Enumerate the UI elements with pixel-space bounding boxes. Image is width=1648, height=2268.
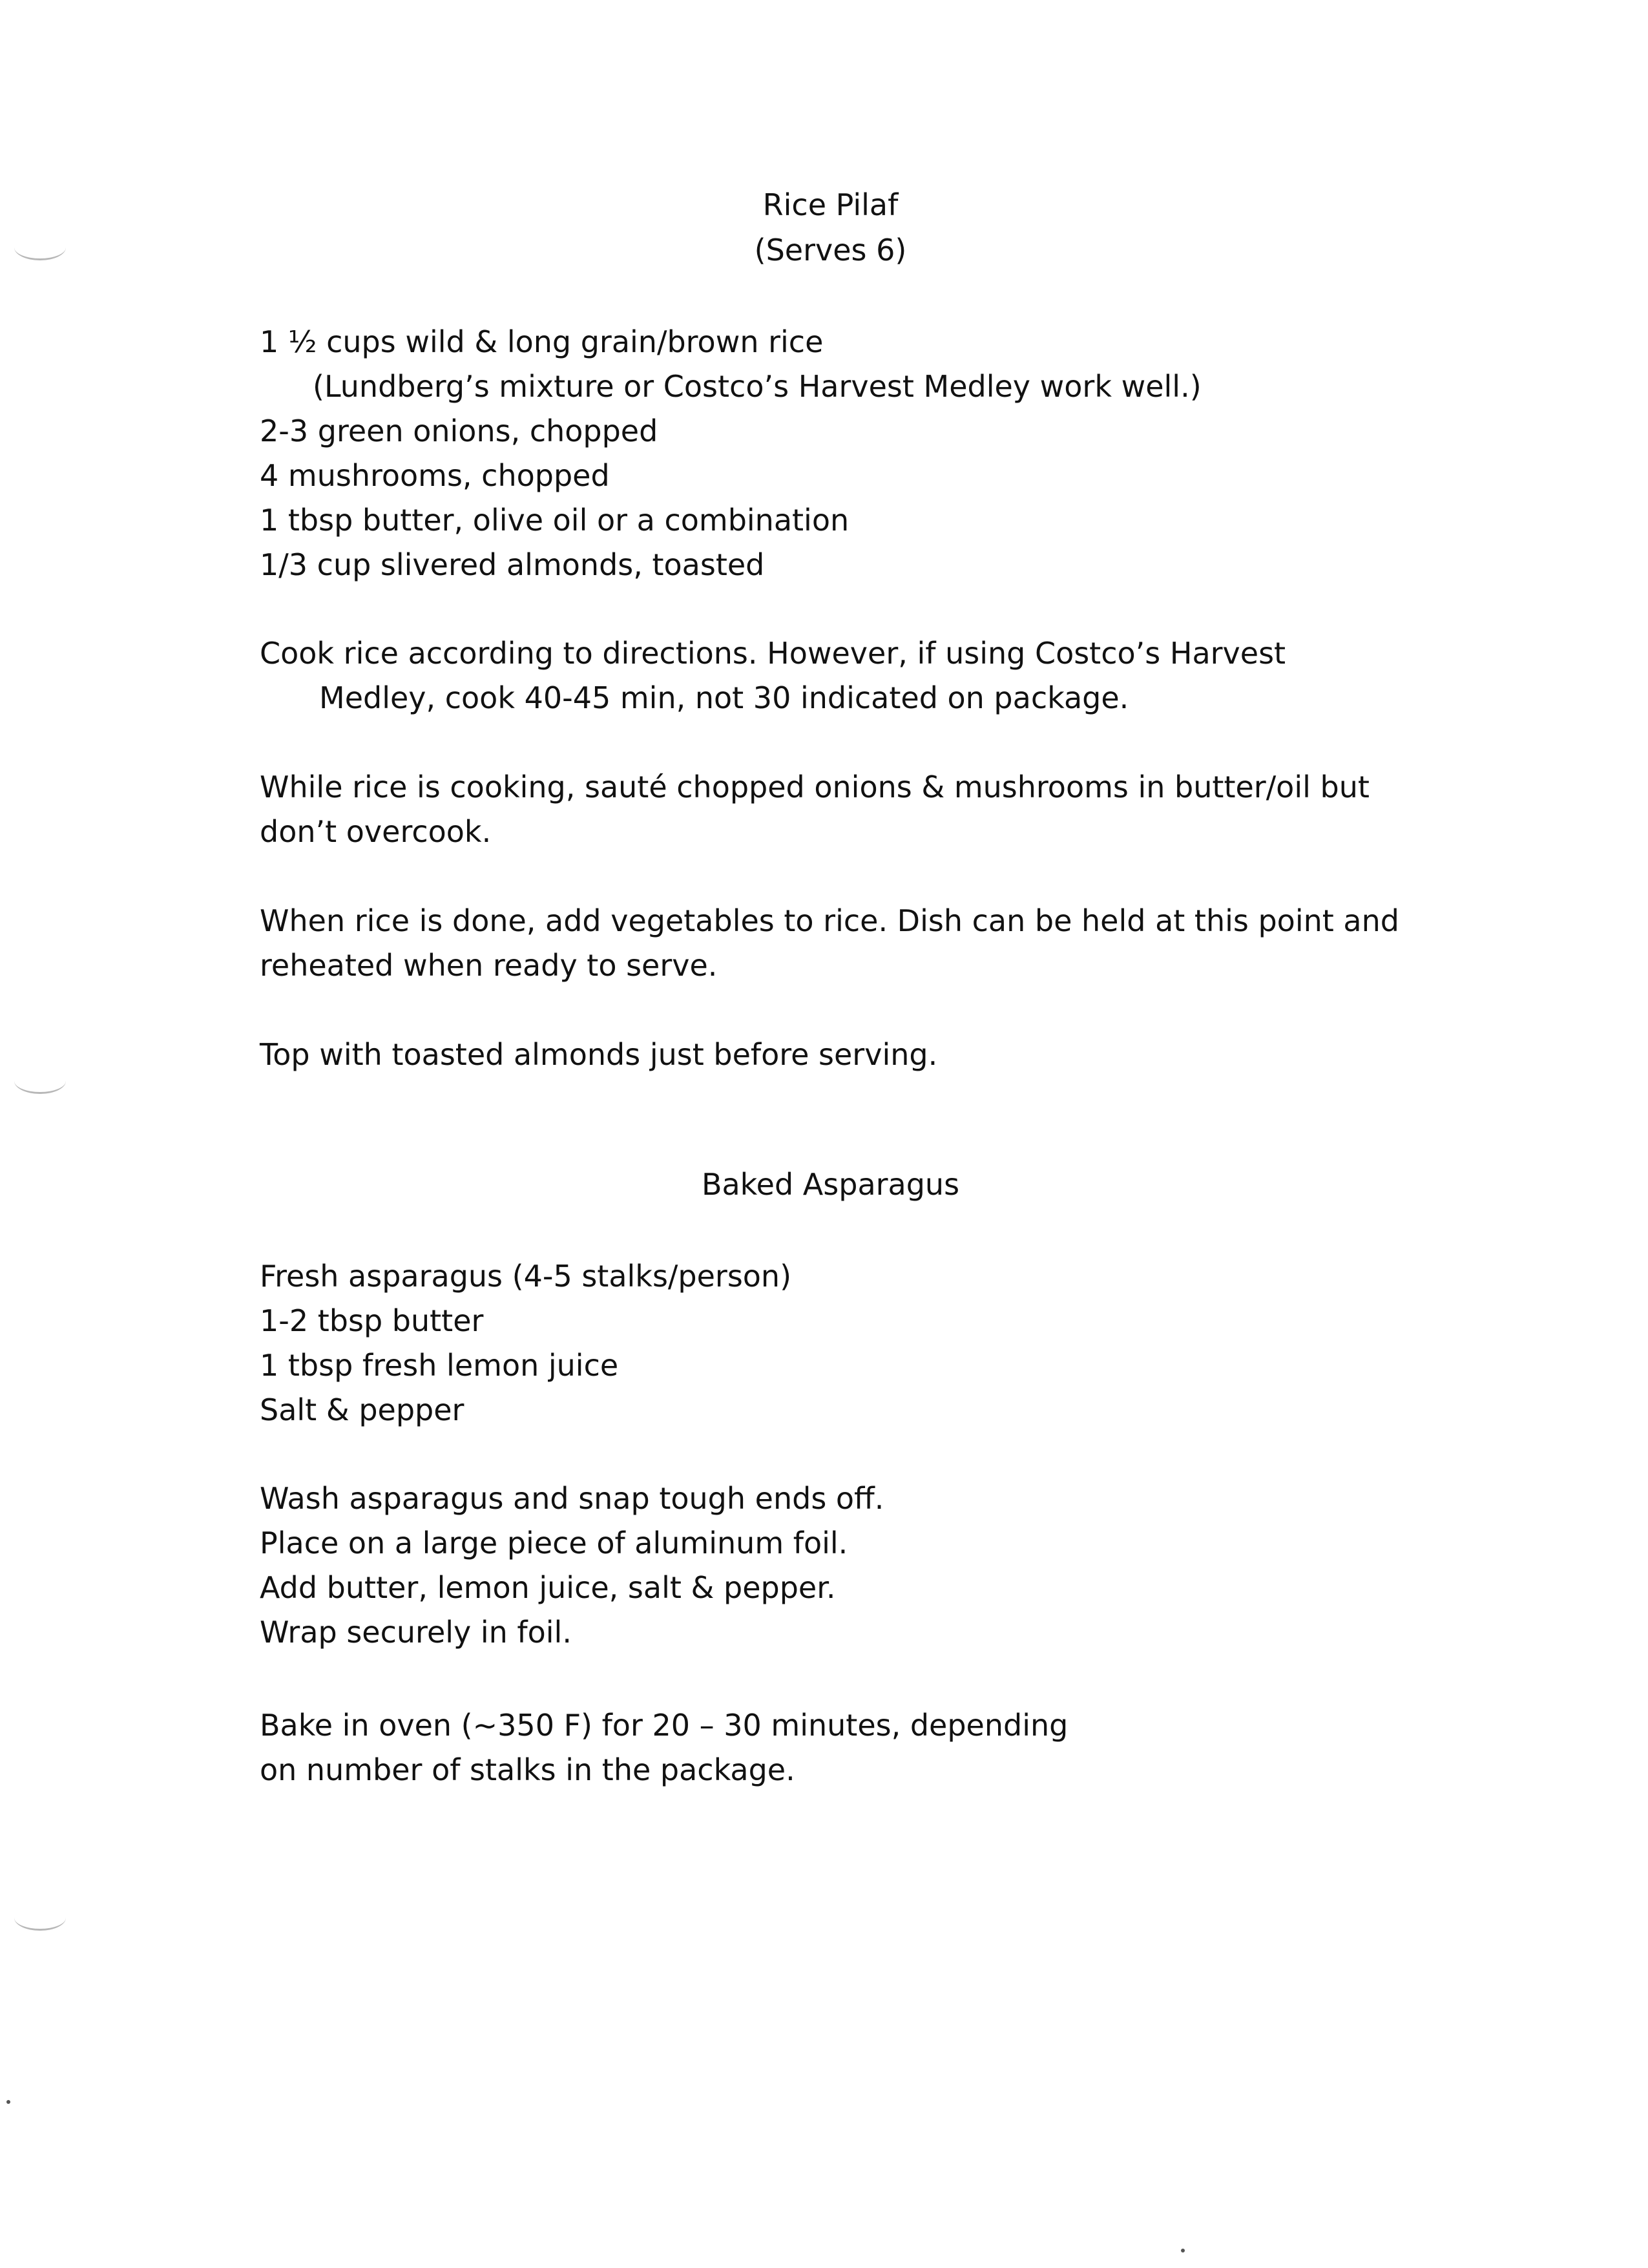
- instruction-line: When rice is done, add vegetables to rice. Dish can be held at this point and: [260, 903, 1399, 938]
- instruction-line: Medley, cook 40-45 min, not 30 indicated on package.: [319, 680, 1129, 715]
- instruction-line: Add butter, lemon juice, salt & pepper.: [260, 1570, 836, 1605]
- recipe-title: Rice Pilaf: [762, 187, 899, 222]
- instruction-paragraph: [260, 1703, 1487, 1792]
- instruction-paragraph: [260, 1033, 1487, 1077]
- instruction-line: Place on a large piece of aluminum foil.: [260, 1526, 848, 1560]
- ingredient-list: [260, 1254, 1487, 1433]
- ingredient-note: (Lundberg’s mixture or Costco’s Harvest Medley work well.): [313, 369, 1202, 404]
- instruction-paragraph: [260, 631, 1487, 720]
- instruction-line: Bake in oven (~350 F) for 20 – 30 minutes, depending: [260, 1708, 1069, 1743]
- instruction-line: on number of stalks in the package.: [260, 1752, 795, 1787]
- ingredient-item: 1 ½ cups wild & long grain/brown rice: [260, 324, 824, 359]
- ingredient-item: Fresh asparagus (4-5 stalks/person): [260, 1259, 792, 1294]
- instruction-paragraph: [260, 765, 1487, 854]
- instruction-paragraph: [260, 899, 1487, 988]
- instruction-line: reheated when ready to serve.: [260, 948, 718, 983]
- ingredient-item: 4 mushrooms, chopped: [260, 458, 610, 493]
- instruction-line: Top with toasted almonds just before serving.: [260, 1037, 938, 1072]
- instruction-line: Wrap securely in foil.: [260, 1615, 572, 1650]
- recipe-servings: (Serves 6): [754, 233, 907, 268]
- instruction-line: Cook rice according to directions. However, if using Costco’s Harvest: [260, 636, 1286, 671]
- instruction-line: While rice is cooking, sauté chopped onions & mushrooms in butter/oil but: [260, 770, 1370, 804]
- instruction-paragraph: [260, 1476, 1487, 1655]
- instruction-line: don’t overcook.: [260, 814, 492, 849]
- ingredient-item: 1 tbsp fresh lemon juice: [260, 1348, 619, 1383]
- punch-hole-mark: [14, 1066, 66, 1094]
- recipe-title: Baked Asparagus: [701, 1167, 960, 1202]
- instruction-line: Wash asparagus and snap tough ends off.: [260, 1481, 884, 1516]
- ingredient-item: 1 tbsp butter, olive oil or a combination: [260, 503, 850, 538]
- scan-speck: [1181, 2249, 1185, 2252]
- ingredient-item: 1-2 tbsp butter: [260, 1303, 484, 1338]
- ingredient-item: Salt & pepper: [260, 1392, 464, 1427]
- ingredient-item: 1/3 cup slivered almonds, toasted: [260, 547, 765, 582]
- ingredient-list: [260, 320, 1487, 587]
- punch-hole-mark: [14, 1903, 66, 1931]
- ingredient-item: 2-3 green onions, chopped: [260, 414, 658, 448]
- scan-speck: [6, 2100, 10, 2104]
